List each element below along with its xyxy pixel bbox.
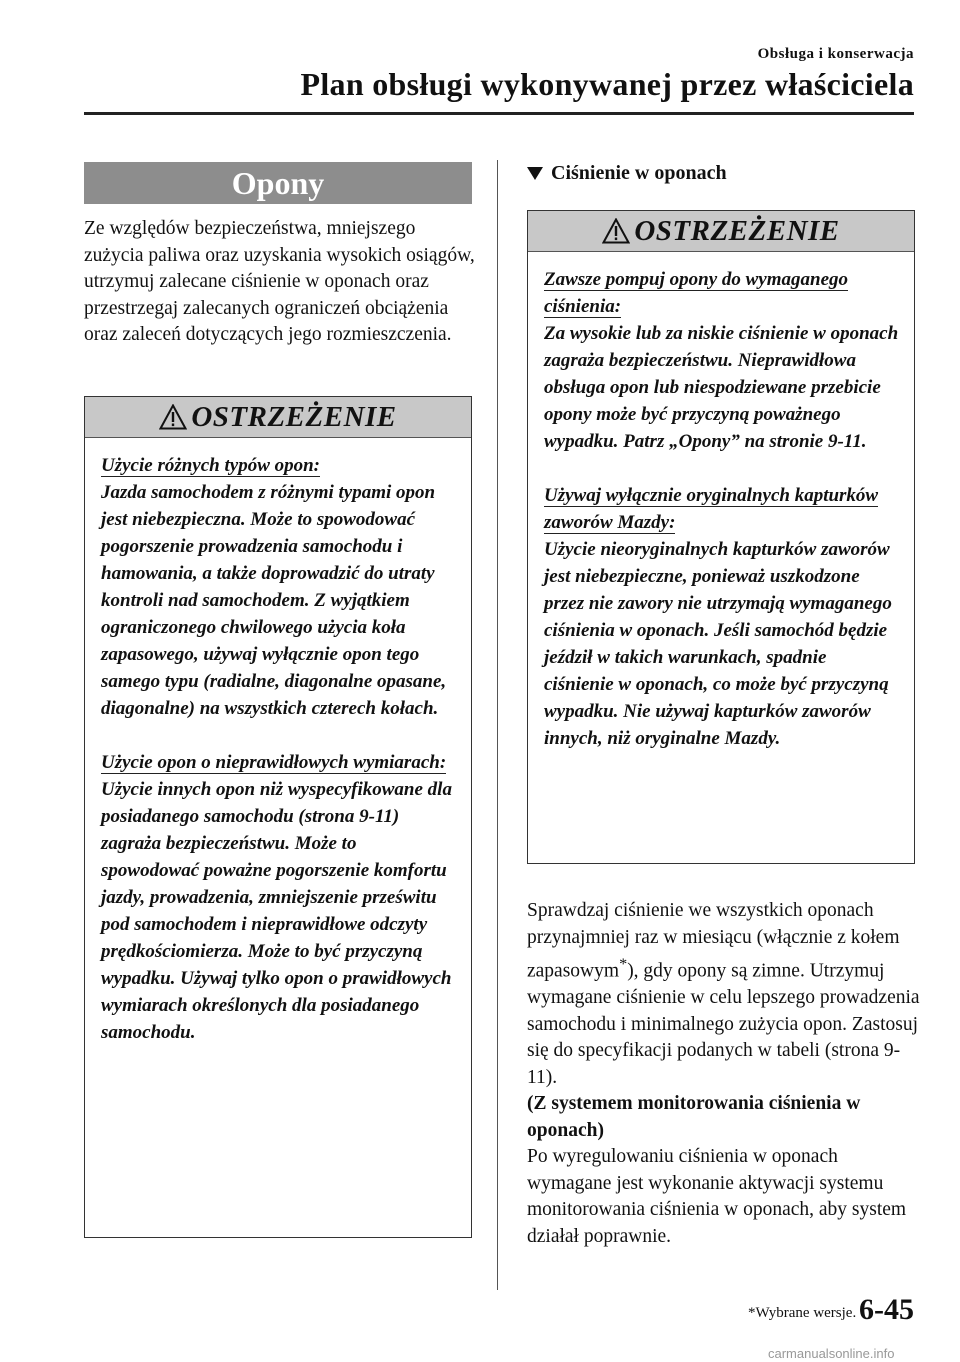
warning-box-tire-pressure: [527, 210, 915, 864]
section-title: Obsługa i konserwacja: [757, 46, 914, 62]
column-divider: [497, 160, 498, 1290]
intro-paragraph: Ze względów bezpieczeństwa, mniejszego zużycia paliwa oraz uzyskania wysokich osiągów, utrzymuj zalecane ciśnienie w oponach oraz przestrzegaj zalecanych ograniczeń obciążenia oraz zaleceń dotyczących jego rozmieszczenia.: [84, 218, 475, 345]
warning-text: Użycie nieoryginalnych kapturków zaworów jest niebezpieczne, ponieważ uszkodzone przez nie zawory nie utrzymają wymaganego ciśnienia w oponach. Jeśli samochód będzie jeździł w takich warunkach, spadnie ciśnienie w oponach, co może być przyczyną wypadku. Nie używaj kapturków zaworów innych, niż oryginalne Mazdy.: [544, 539, 892, 749]
footnote-marker: *: [619, 955, 628, 973]
warning-subtitle: Użycie opon o nieprawidłowych wymiarach:: [101, 752, 447, 773]
warning-triangle-icon: [159, 404, 187, 430]
warning-subtitle: Użycie różnych typów opon:: [101, 455, 321, 476]
section-heading-opony: Opony: [84, 162, 472, 204]
warning-body: [528, 252, 914, 762]
warning-label: OSTRZEŻENIE: [191, 400, 397, 433]
subheading-tire-pressure: [527, 162, 727, 185]
triangle-bullet-icon: [527, 167, 543, 180]
tpms-paragraph: Po wyregulowaniu ciśnienia w oponach wymagane jest wykonanie aktywacji systemu monitorowania ciśnienia w oponach, aby system działał poprawnie.: [527, 1146, 907, 1247]
warning-header: [85, 397, 471, 438]
header-rule: [84, 112, 914, 115]
footnote: *Wybrane wersje.: [748, 1305, 857, 1321]
warning-subtitle: Używaj wyłącznie oryginalnych kapturków zaworów Mazdy:: [544, 485, 879, 533]
warning-subtitle: Zawsze pompuj opony do wymaganego ciśnienia:: [544, 269, 849, 317]
warning-triangle-icon: [602, 218, 630, 244]
warning-text: Za wysokie lub za niskie ciśnienie w oponach zagraża bezpieczeństwu. Nieprawidłowa obsługa opon lub niespodziewane przebicie opony może być przyczyną poważnego wypadku. Patrz „Opony” na stronie 9-11.: [544, 323, 899, 452]
subheading-text: Ciśnienie w oponach: [551, 162, 727, 184]
warning-body: [85, 438, 471, 1056]
watermark: carmanualsonline.info: [768, 1346, 895, 1361]
warning-header: [528, 211, 914, 252]
tpms-heading: (Z systemem monitorowania ciśnienia w oponach): [527, 1093, 861, 1141]
warning-box-tire-types: [84, 396, 472, 1238]
page-number: 6-45: [859, 1293, 914, 1326]
warning-text: Użycie innych opon niż wyspecyfikowane dla posiadanego samochodu (strona 9-11) zagraża bezpieczeństwu. Może to spowodować poważne pogorszenie komfortu jazdy, prowadzenia, zmniejszenie prześwitu pod samochodem i nieprawidłowe odczyty prędkościomierza. Może to być przyczyną wypadku. Używaj tylko opon o prawidłowych wymiarach określonych dla posiadanego samochodu.: [101, 779, 452, 1043]
warning-text: Jazda samochodem z różnymi typami opon jest niebezpieczna. Może to spowodować pogorszenie prowadzenia samochodu i hamowania, a także doprowadzić do utraty kontroli nad samochodem. Z wyjątkiem ograniczonego chwilowego użycia koła zapasowego, używaj wyłącznie opon tego samego typu (radialne, diagonalne opasane, diagonalne) na wszystkich czterech kołach.: [101, 482, 447, 719]
pressure-paragraph: Sprawdzaj ciśnienie we wszystkich oponach przynajmniej raz w miesiącu (włącznie z kołem zapasowym*), gdy opony są zimne. Utrzymuj wymagane ciśnienie w celu lepszego prowadzenia samochodu i minimalnego zużycia opon. Zastosuj się do specyfikacji podanych w tabeli (strona 9-11).: [527, 900, 920, 1088]
chapter-title: Plan obsługi wykonywanej przez właściciela: [300, 66, 914, 102]
warning-label: OSTRZEŻENIE: [634, 214, 840, 247]
pressure-instructions: [527, 898, 927, 1250]
